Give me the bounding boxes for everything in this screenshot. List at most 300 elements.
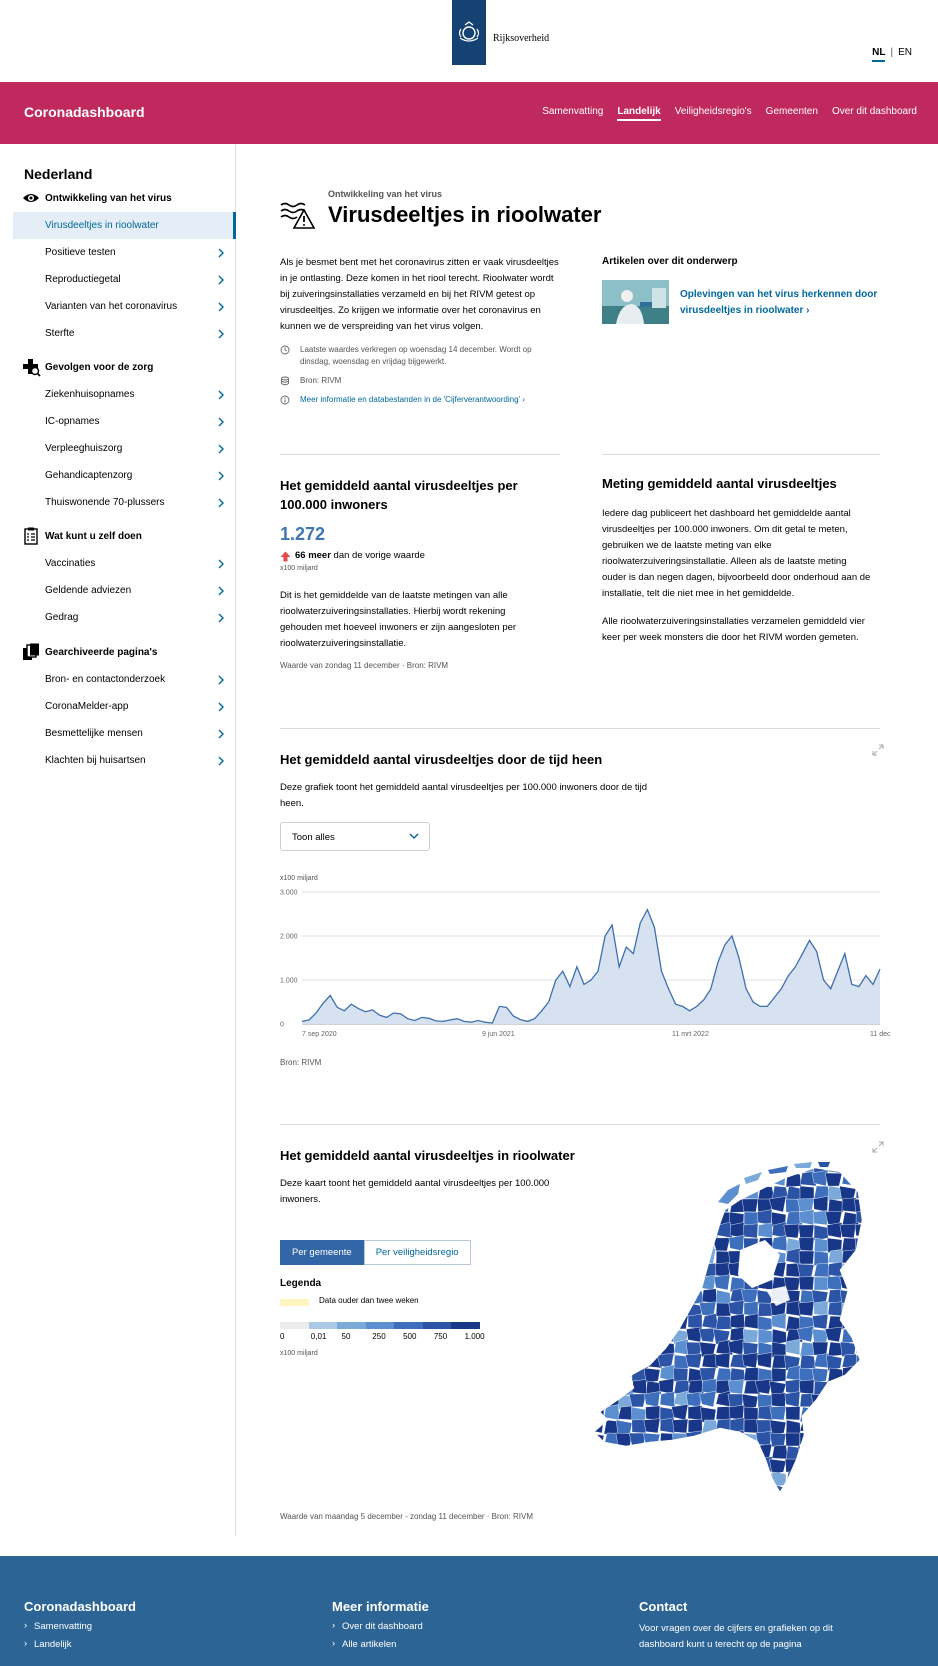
municipality-cell[interactable]: [702, 1433, 718, 1447]
municipality-cell[interactable]: [716, 1458, 732, 1472]
municipality-cell[interactable]: [799, 1368, 814, 1382]
municipality-cell[interactable]: [674, 1498, 691, 1513]
municipality-cell[interactable]: [616, 1251, 632, 1267]
municipality-cell[interactable]: [799, 1251, 814, 1264]
municipality-cell[interactable]: [744, 1485, 760, 1500]
municipality-cell[interactable]: [814, 1446, 828, 1461]
municipality-cell[interactable]: [826, 1498, 842, 1512]
sidebar-item-ic-opnames[interactable]: IC-opnames: [0, 408, 236, 435]
municipality-cell[interactable]: [674, 1300, 690, 1316]
municipality-cell[interactable]: [618, 1446, 632, 1462]
municipality-cell[interactable]: [644, 1419, 660, 1433]
municipality-cell[interactable]: [590, 1277, 605, 1292]
municipality-cell[interactable]: [660, 1173, 675, 1186]
municipality-cell[interactable]: [856, 1340, 871, 1355]
municipality-cell[interactable]: [660, 1236, 674, 1251]
municipality-cell[interactable]: [841, 1446, 856, 1460]
municipality-cell[interactable]: [842, 1483, 857, 1498]
municipality-cell[interactable]: [658, 1288, 674, 1303]
municipality-cell[interactable]: [604, 1211, 620, 1225]
sidebar-item-verpleeghuiszorg[interactable]: Verpleeghuiszorg: [0, 435, 236, 462]
municipality-cell[interactable]: [685, 1186, 702, 1201]
municipality-cell[interactable]: [616, 1459, 632, 1474]
municipality-cell[interactable]: [744, 1212, 758, 1225]
municipality-cell[interactable]: [870, 1290, 886, 1306]
municipality-cell[interactable]: [603, 1498, 618, 1511]
timeseries-chart[interactable]: [280, 870, 891, 1050]
municipality-cell[interactable]: [618, 1223, 632, 1238]
municipality-cell[interactable]: [643, 1329, 660, 1342]
municipality-cell[interactable]: [646, 1406, 660, 1420]
sidebar-item-gedrag[interactable]: Gedrag: [0, 604, 236, 631]
municipality-cell[interactable]: [604, 1472, 619, 1488]
municipality-cell[interactable]: [646, 1456, 661, 1472]
municipality-cell[interactable]: [744, 1469, 761, 1485]
municipality-cell[interactable]: [771, 1393, 786, 1407]
municipality-cell[interactable]: [686, 1250, 702, 1264]
municipality-cell[interactable]: [616, 1210, 632, 1225]
municipality-cell[interactable]: [856, 1406, 871, 1420]
municipality-cell[interactable]: [869, 1160, 884, 1173]
timeframe-select[interactable]: [280, 822, 430, 851]
municipality-cell[interactable]: [840, 1275, 856, 1290]
sidebar-item-besmettelijke-mensen[interactable]: Besmettelijke mensen: [0, 720, 236, 747]
sidebar-item-sterfte[interactable]: Sterfte: [0, 320, 236, 347]
netherlands-map[interactable]: [590, 1160, 880, 1500]
municipality-cell[interactable]: [853, 1262, 870, 1277]
municipality-cell[interactable]: [812, 1314, 828, 1329]
municipality-cell[interactable]: [855, 1250, 870, 1264]
municipality-cell[interactable]: [798, 1485, 814, 1500]
municipality-cell[interactable]: [604, 1160, 618, 1173]
municipality-cell[interactable]: [841, 1498, 856, 1511]
municipality-cell[interactable]: [590, 1340, 607, 1355]
municipality-cell[interactable]: [827, 1381, 842, 1395]
municipality-cell[interactable]: [870, 1316, 886, 1329]
article-link[interactable]: Oplevingen van het virus herkennen door virusdeeltjes in rioolwater ›: [680, 289, 878, 316]
municipality-cell[interactable]: [870, 1237, 884, 1251]
municipality-cell[interactable]: [674, 1225, 691, 1240]
municipality-cell[interactable]: [842, 1393, 859, 1407]
municipality-cell[interactable]: [616, 1263, 632, 1277]
municipality-cell[interactable]: [685, 1485, 702, 1499]
municipality-cell[interactable]: [702, 1225, 718, 1240]
municipality-cell[interactable]: [672, 1456, 688, 1472]
municipality-cell[interactable]: [618, 1326, 635, 1342]
municipality-cell[interactable]: [744, 1419, 758, 1433]
municipality-cell[interactable]: [825, 1445, 842, 1459]
municipality-cell[interactable]: [632, 1212, 647, 1228]
municipality-cell[interactable]: [660, 1212, 677, 1226]
municipality-cell[interactable]: [645, 1497, 660, 1511]
municipality-cell[interactable]: [643, 1433, 660, 1447]
municipality-cell[interactable]: [660, 1458, 675, 1472]
municipality-cell[interactable]: [590, 1211, 607, 1225]
municipality-cell[interactable]: [730, 1446, 746, 1460]
municipality-cell[interactable]: [632, 1355, 648, 1368]
municipality-cell[interactable]: [604, 1340, 619, 1355]
municipality-cell[interactable]: [590, 1238, 604, 1253]
municipality-cell[interactable]: [699, 1498, 716, 1511]
municipality-cell[interactable]: [730, 1470, 747, 1485]
municipality-cell[interactable]: [812, 1368, 828, 1382]
municipality-cell[interactable]: [797, 1264, 814, 1278]
municipality-cell[interactable]: [602, 1183, 618, 1199]
municipality-cell[interactable]: [632, 1456, 647, 1472]
municipality-cell[interactable]: [867, 1303, 884, 1318]
municipality-cell[interactable]: [674, 1185, 689, 1199]
municipality-cell[interactable]: [657, 1251, 674, 1265]
municipality-cell[interactable]: [632, 1368, 646, 1381]
municipality-cell[interactable]: [702, 1446, 717, 1461]
municipality-cell[interactable]: [604, 1445, 620, 1459]
municipality-cell[interactable]: [842, 1366, 857, 1381]
municipality-cell[interactable]: [742, 1353, 758, 1368]
municipality-cell[interactable]: [758, 1223, 773, 1238]
municipality-cell[interactable]: [868, 1212, 884, 1225]
municipality-cell[interactable]: [870, 1368, 885, 1382]
municipality-cell[interactable]: [590, 1199, 606, 1213]
municipality-cell[interactable]: [672, 1199, 688, 1213]
municipality-cell[interactable]: [716, 1483, 731, 1498]
municipality-cell[interactable]: [856, 1290, 871, 1303]
municipality-cell[interactable]: [811, 1458, 828, 1472]
municipality-cell[interactable]: [853, 1172, 870, 1186]
municipality-cell[interactable]: [798, 1302, 814, 1316]
municipality-cell[interactable]: [645, 1196, 660, 1212]
municipality-cell[interactable]: [660, 1327, 675, 1342]
municipality-cell[interactable]: [604, 1314, 618, 1329]
municipality-cell[interactable]: [590, 1158, 604, 1173]
municipality-cell[interactable]: [826, 1458, 842, 1472]
municipality-cell[interactable]: [772, 1236, 788, 1251]
municipality-cell[interactable]: [604, 1251, 621, 1265]
sidebar-item-varianten[interactable]: Varianten van het coronavirus: [0, 293, 236, 320]
municipality-cell[interactable]: [828, 1394, 843, 1408]
municipality-cell[interactable]: [674, 1261, 689, 1277]
municipality-cell[interactable]: [604, 1405, 620, 1420]
municipality-cell[interactable]: [869, 1459, 884, 1474]
sidebar-item-geldende-adviezen[interactable]: Geldende adviezen: [0, 577, 236, 604]
municipality-cell[interactable]: [870, 1407, 884, 1422]
municipality-cell[interactable]: [631, 1498, 646, 1511]
municipality-cell[interactable]: [714, 1472, 730, 1486]
municipality-cell[interactable]: [660, 1264, 676, 1278]
municipality-cell[interactable]: [645, 1264, 660, 1279]
municipality-cell[interactable]: [756, 1497, 772, 1511]
municipality-cell[interactable]: [702, 1263, 716, 1277]
municipality-cell[interactable]: [702, 1211, 717, 1225]
municipality-cell[interactable]: [827, 1406, 842, 1420]
nav-samenvatting[interactable]: Samenvatting: [542, 106, 604, 117]
municipality-cell[interactable]: [590, 1459, 605, 1475]
municipality-cell[interactable]: [618, 1314, 634, 1329]
municipality-cell[interactable]: [632, 1264, 646, 1279]
municipality-cell[interactable]: [870, 1262, 885, 1277]
municipality-cell[interactable]: [714, 1275, 730, 1290]
municipality-cell[interactable]: [688, 1290, 704, 1304]
municipality-cell[interactable]: [686, 1497, 702, 1511]
municipality-cell[interactable]: [785, 1391, 800, 1407]
municipality-cell[interactable]: [701, 1457, 716, 1472]
municipality-cell[interactable]: [800, 1210, 814, 1225]
lang-nl[interactable]: NL: [872, 47, 885, 62]
municipality-cell[interactable]: [590, 1249, 604, 1264]
municipality-cell[interactable]: [629, 1394, 646, 1407]
municipality-cell[interactable]: [590, 1303, 606, 1316]
municipality-cell[interactable]: [588, 1392, 604, 1407]
municipality-cell[interactable]: [744, 1459, 758, 1474]
sidebar-item-bron-contactonderzoek[interactable]: Bron- en contactonderzoek: [0, 666, 236, 693]
footer-link-over-dashboard[interactable]: › Over dit dashboard: [332, 1621, 429, 1632]
municipality-cell[interactable]: [756, 1431, 772, 1446]
municipality-cell[interactable]: [786, 1472, 802, 1485]
municipality-cell[interactable]: [673, 1172, 688, 1186]
municipality-cell[interactable]: [630, 1315, 646, 1329]
municipality-cell[interactable]: [854, 1430, 870, 1446]
municipality-cell[interactable]: [688, 1198, 703, 1212]
municipality-cell[interactable]: [659, 1186, 674, 1202]
municipality-cell[interactable]: [618, 1342, 632, 1355]
lang-en[interactable]: EN: [898, 47, 912, 58]
municipality-cell[interactable]: [867, 1379, 884, 1394]
municipality-cell[interactable]: [813, 1485, 828, 1498]
municipality-cell[interactable]: [840, 1224, 856, 1238]
municipality-cell[interactable]: [632, 1277, 648, 1291]
municipality-cell[interactable]: [870, 1355, 884, 1368]
municipality-cell[interactable]: [811, 1472, 828, 1486]
meta-link[interactable]: Meer informatie en databestanden in de 'Cijferverantwoording' ›: [280, 394, 560, 406]
municipality-cell[interactable]: [772, 1313, 786, 1329]
municipality-cell[interactable]: [632, 1225, 646, 1238]
municipality-cell[interactable]: [688, 1314, 702, 1329]
municipality-cell[interactable]: [604, 1381, 618, 1394]
municipality-cell[interactable]: [811, 1394, 828, 1409]
municipality-cell[interactable]: [840, 1406, 856, 1420]
municipality-cell[interactable]: [814, 1498, 828, 1511]
sidebar-item-reproductiegetal[interactable]: Reproductiegetal: [0, 266, 236, 293]
municipality-cell[interactable]: [590, 1381, 605, 1394]
municipality-cell[interactable]: [618, 1302, 632, 1316]
municipality-cell[interactable]: [800, 1431, 814, 1446]
municipality-cell[interactable]: [604, 1366, 620, 1381]
municipality-cell[interactable]: [869, 1251, 884, 1267]
municipality-cell[interactable]: [828, 1302, 843, 1316]
municipality-cell[interactable]: [630, 1197, 646, 1212]
municipality-cell[interactable]: [644, 1391, 660, 1407]
municipality-cell[interactable]: [658, 1472, 674, 1488]
municipality-cell[interactable]: [744, 1367, 760, 1381]
municipality-cell[interactable]: [841, 1472, 856, 1486]
footer-link-alle-artikelen[interactable]: › Alle artikelen: [332, 1639, 429, 1650]
municipality-cell[interactable]: [840, 1420, 856, 1433]
sidebar-item-coronamelder-app[interactable]: CoronaMelder-app: [0, 693, 236, 720]
municipality-cell[interactable]: [770, 1433, 786, 1447]
municipality-cell[interactable]: [673, 1290, 688, 1305]
municipality-cell[interactable]: [870, 1483, 884, 1498]
municipality-cell[interactable]: [660, 1196, 674, 1212]
municipality-cell[interactable]: [786, 1433, 800, 1446]
municipality-cell[interactable]: [587, 1446, 604, 1462]
sidebar-item-thuiswonende-70-plussers[interactable]: Thuiswonende 70-plussers: [0, 489, 236, 516]
municipality-cell[interactable]: [840, 1157, 856, 1173]
municipality-cell[interactable]: [617, 1238, 632, 1253]
municipality-cell[interactable]: [660, 1392, 675, 1407]
municipality-cell[interactable]: [687, 1173, 702, 1187]
municipality-cell[interactable]: [603, 1199, 618, 1212]
rijksoverheid-logo[interactable]: [452, 0, 486, 65]
municipality-cell[interactable]: [674, 1446, 688, 1460]
municipality-cell[interactable]: [590, 1472, 606, 1486]
municipality-cell[interactable]: [688, 1262, 705, 1277]
municipality-cell[interactable]: [632, 1444, 648, 1459]
municipality-cell[interactable]: [604, 1327, 620, 1342]
municipality-cell[interactable]: [631, 1160, 646, 1175]
municipality-cell[interactable]: [743, 1329, 758, 1343]
municipality-cell[interactable]: [870, 1340, 886, 1355]
municipality-cell[interactable]: [646, 1274, 663, 1290]
municipality-cell[interactable]: [868, 1199, 884, 1213]
municipality-cell[interactable]: [618, 1472, 634, 1487]
municipality-cell[interactable]: [686, 1431, 702, 1446]
municipality-cell[interactable]: [785, 1459, 800, 1472]
municipality-cell[interactable]: [772, 1368, 786, 1382]
municipality-cell[interactable]: [660, 1158, 675, 1173]
sidebar-item-gehandicaptenzorg[interactable]: Gehandicaptenzorg: [0, 462, 236, 489]
municipality-cell[interactable]: [854, 1303, 870, 1317]
nav-over-dit-dashboard[interactable]: Over dit dashboard: [831, 106, 917, 117]
municipality-cell[interactable]: [856, 1329, 872, 1343]
municipality-cell[interactable]: [839, 1381, 856, 1396]
sidebar-item-positieve-testen[interactable]: Positieve testen: [0, 239, 236, 266]
municipality-cell[interactable]: [842, 1329, 858, 1343]
sidebar-item-ziekenhuisopnames[interactable]: Ziekenhuisopnames: [0, 381, 236, 408]
municipality-cell[interactable]: [674, 1158, 688, 1173]
municipality-cell[interactable]: [699, 1391, 716, 1407]
municipality-cell[interactable]: [686, 1471, 702, 1485]
municipality-cell[interactable]: [643, 1303, 660, 1318]
municipality-cell[interactable]: [644, 1484, 661, 1498]
municipality-cell[interactable]: [589, 1485, 604, 1501]
municipality-cell[interactable]: [729, 1235, 744, 1251]
municipality-cell[interactable]: [730, 1314, 745, 1329]
site-brand[interactable]: Coronadashboard: [24, 104, 145, 120]
municipality-cell[interactable]: [660, 1498, 676, 1512]
municipality-cell[interactable]: [632, 1173, 648, 1188]
municipality-cell[interactable]: [798, 1446, 814, 1461]
municipality-cell[interactable]: [646, 1316, 662, 1332]
municipality-cell[interactable]: [685, 1225, 702, 1240]
municipality-cell[interactable]: [615, 1498, 632, 1512]
article-thumbnail[interactable]: [602, 280, 669, 324]
municipality-cell[interactable]: [602, 1483, 618, 1498]
municipality-cell[interactable]: [799, 1498, 814, 1513]
municipality-cell[interactable]: [799, 1237, 814, 1251]
municipality-cell[interactable]: [729, 1300, 744, 1316]
municipality-cell[interactable]: [660, 1277, 675, 1293]
municipality-cell[interactable]: [716, 1446, 730, 1459]
municipality-cell[interactable]: [603, 1303, 618, 1316]
municipality-cell[interactable]: [744, 1301, 758, 1316]
municipality-cell[interactable]: [630, 1472, 646, 1487]
municipality-cell[interactable]: [632, 1238, 647, 1251]
municipality-cell[interactable]: [825, 1173, 842, 1186]
sidebar-item-virusdeeltjes[interactable]: Virusdeeltjes in rioolwater: [13, 212, 236, 239]
municipality-cell[interactable]: [840, 1290, 856, 1305]
municipality-cell[interactable]: [646, 1445, 663, 1459]
municipality-cell[interactable]: [854, 1367, 870, 1381]
municipality-cell[interactable]: [784, 1485, 800, 1498]
municipality-cell[interactable]: [799, 1225, 814, 1238]
municipality-cell[interactable]: [688, 1160, 705, 1176]
municipality-cell[interactable]: [646, 1249, 662, 1264]
municipality-cell[interactable]: [758, 1485, 775, 1500]
municipality-cell[interactable]: [646, 1186, 662, 1199]
municipality-cell[interactable]: [744, 1314, 759, 1329]
municipality-cell[interactable]: [742, 1199, 758, 1212]
municipality-cell[interactable]: [632, 1288, 646, 1303]
municipality-cell[interactable]: [825, 1485, 842, 1500]
municipality-cell[interactable]: [856, 1445, 872, 1459]
municipality-cell[interactable]: [699, 1184, 716, 1199]
municipality-cell[interactable]: [728, 1485, 744, 1498]
municipality-cell[interactable]: [604, 1264, 620, 1280]
municipality-cell[interactable]: [602, 1225, 618, 1239]
municipality-cell[interactable]: [659, 1225, 674, 1238]
municipality-cell[interactable]: [855, 1316, 870, 1331]
municipality-cell[interactable]: [744, 1446, 760, 1460]
municipality-cell[interactable]: [812, 1342, 828, 1355]
municipality-cell[interactable]: [716, 1433, 732, 1446]
municipality-cell[interactable]: [590, 1497, 605, 1511]
municipality-cell[interactable]: [870, 1446, 886, 1459]
municipality-cell[interactable]: [646, 1236, 662, 1251]
municipality-cell[interactable]: [856, 1160, 871, 1174]
municipality-cell[interactable]: [828, 1472, 843, 1488]
municipality-cell[interactable]: [856, 1469, 872, 1485]
municipality-cell[interactable]: [854, 1199, 870, 1213]
municipality-cell[interactable]: [855, 1223, 870, 1238]
municipality-cell[interactable]: [814, 1431, 829, 1446]
toggle-per-gemeente[interactable]: Per gemeente: [280, 1240, 364, 1265]
municipality-cell[interactable]: [729, 1459, 744, 1474]
municipality-cell[interactable]: [758, 1186, 774, 1200]
municipality-cell[interactable]: [674, 1472, 690, 1487]
municipality-cell[interactable]: [615, 1290, 632, 1305]
municipality-cell[interactable]: [702, 1470, 716, 1485]
footer-link-landelijk[interactable]: › Landelijk: [24, 1639, 136, 1650]
nav-veiligheidsregios[interactable]: Veiligheidsregio's: [674, 106, 752, 117]
municipality-cell[interactable]: [588, 1366, 604, 1381]
municipality-cell[interactable]: [645, 1211, 660, 1225]
municipality-cell[interactable]: [702, 1160, 716, 1176]
municipality-cell[interactable]: [772, 1445, 788, 1459]
municipality-cell[interactable]: [744, 1407, 758, 1421]
municipality-cell[interactable]: [632, 1380, 647, 1394]
nav-gemeenten[interactable]: Gemeenten: [765, 106, 818, 117]
municipality-cell[interactable]: [590, 1354, 606, 1368]
toggle-per-veiligheidsregio[interactable]: Per veiligheidsregio: [364, 1240, 471, 1265]
municipality-cell[interactable]: [839, 1433, 856, 1447]
municipality-cell[interactable]: [716, 1303, 731, 1316]
municipality-cell[interactable]: [868, 1277, 884, 1293]
municipality-cell[interactable]: [800, 1186, 814, 1200]
municipality-cell[interactable]: [618, 1197, 633, 1212]
municipality-cell[interactable]: [702, 1198, 717, 1212]
municipality-cell[interactable]: [686, 1212, 702, 1226]
municipality-cell[interactable]: [643, 1160, 660, 1173]
municipality-cell[interactable]: [674, 1248, 689, 1264]
